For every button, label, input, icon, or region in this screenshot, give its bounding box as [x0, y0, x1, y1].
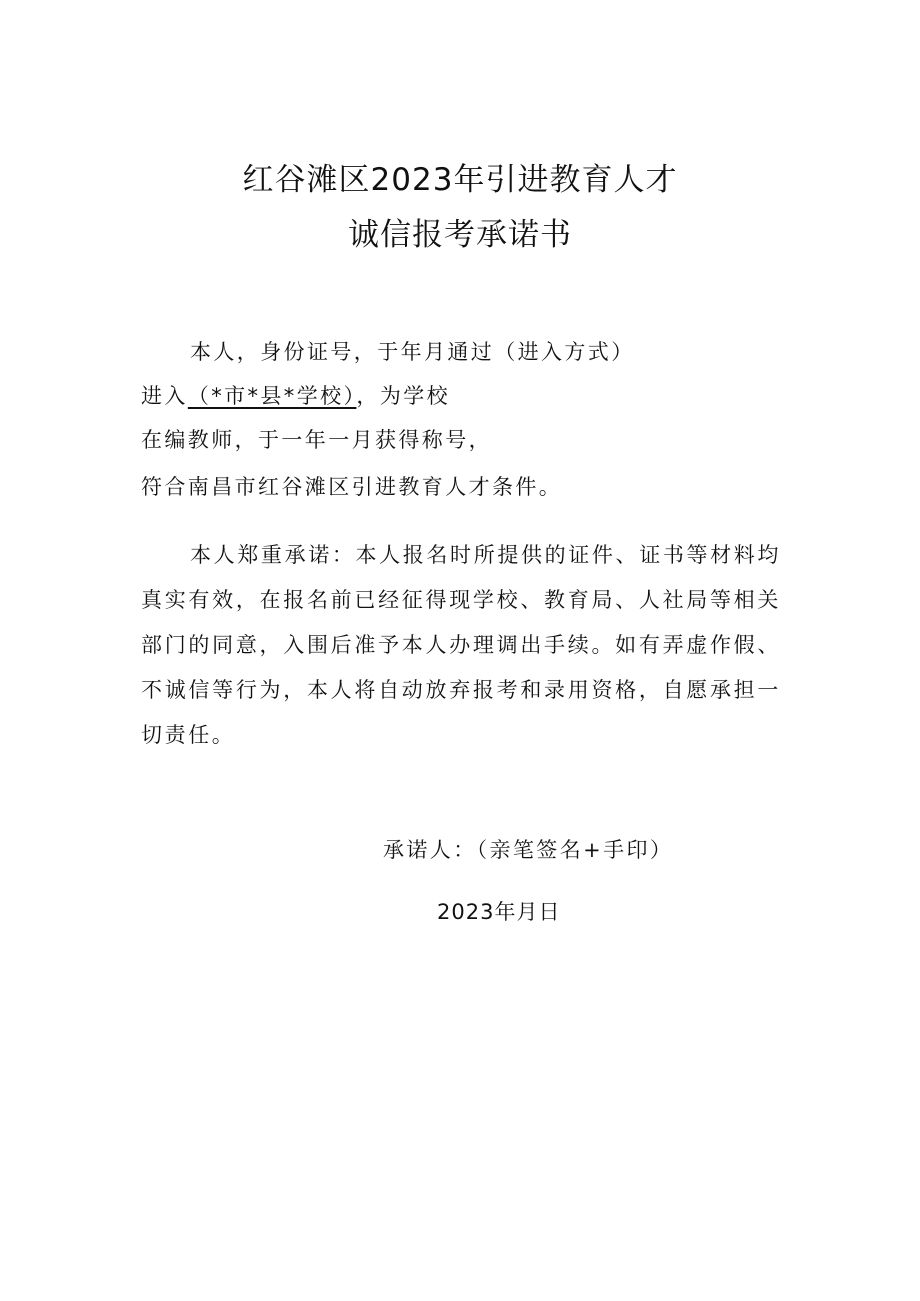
paragraph-1-line-4: 符合南昌市红谷滩区引进教育人才条件。	[141, 475, 563, 499]
school-placeholder: （*市*县*学校）	[187, 384, 357, 408]
paragraph-1-line-2-prefix: 进入	[141, 384, 188, 408]
document-title-line-2: 诚信报考承诺书	[348, 217, 572, 253]
date-line: 2023年月日	[437, 900, 561, 924]
commitment-paragraph: 本人郑重承诺：本人报名时所提供的证件、证书等材料均真实有效，在报名前已经征得现学校、教育局、人社局等相关部门的同意，入围后准予本人办理调出手续。如有弄虚作假、不诚信等行为，本人将自动放弃报考和录用资格，自愿承担一切责任。	[141, 543, 781, 747]
paragraph-1-line-3: 在编教师，于一年一月获得称号，	[141, 428, 492, 452]
paragraph-1-line-1: 本人，身份证号，于年月通过（进入方式）	[190, 340, 635, 364]
document-title-line-1: 红谷滩区2023年引进教育人才	[242, 162, 678, 198]
signature-line: 承诺人：（亲笔签名+手印）	[383, 838, 674, 862]
paragraph-1-line-2-suffix: ，为学校	[356, 384, 451, 408]
paragraph-1-line-2	[141, 381, 450, 411]
